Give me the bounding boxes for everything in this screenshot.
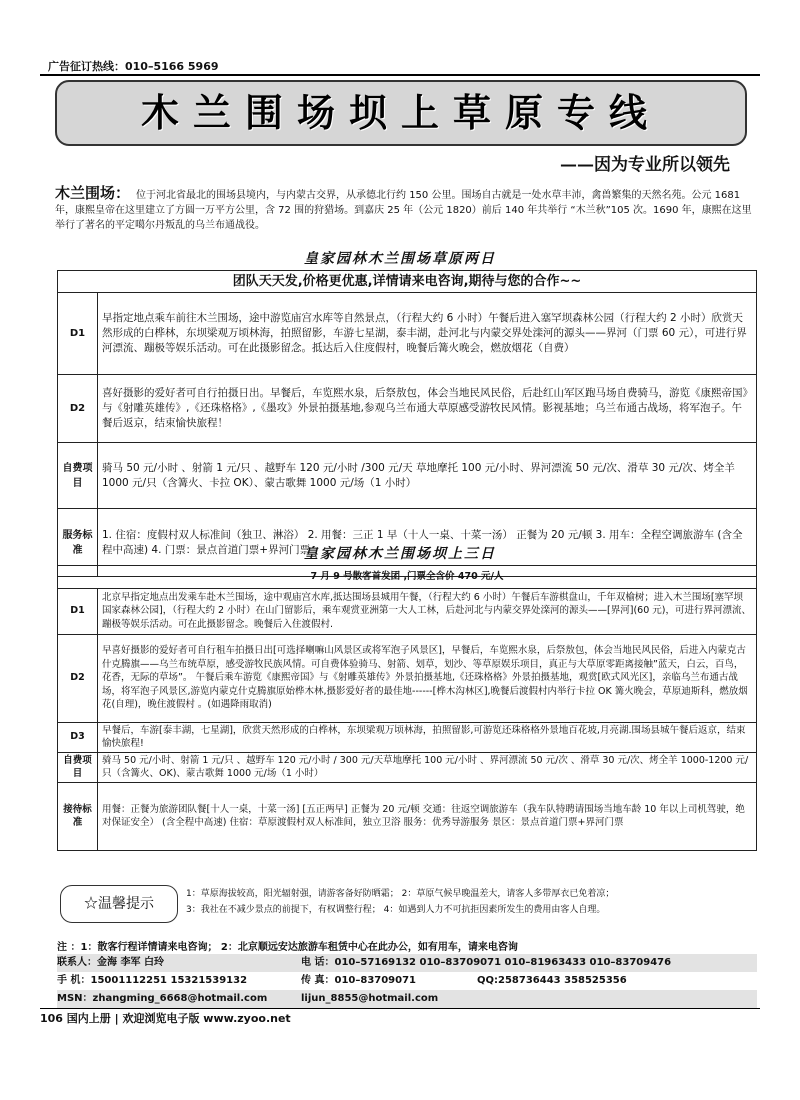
row-text: 北京早指定地点出发乘车赴木兰围场，途中观庙宫水库,抵达围场县城用午餐，（行程大约 6 小时）午餐后车游棋盘山，千年双榆树；进入木兰围场[塞罕坝国家森林公园]，（行程大约 2 小时）在山门留影后，乘车观赏亚洲第一大人工林，后赴河北与内蒙交界处滦河的源头——[界河](60 元)，可进行界河漂流、蹦极等娱乐活动。可在此摄影留念。晚餐后入住渡假村. [98, 588, 757, 634]
contact-phone: 电 话：010–57169132 010–83709071 010–81963433 010–83709476 [301, 957, 672, 968]
row-label: D1 [58, 293, 98, 375]
row-label: 接待标准 [58, 782, 98, 850]
row-label: 自费项目 [58, 443, 98, 509]
contact-row-3 [57, 990, 757, 1008]
tour2-table [57, 565, 757, 851]
row-label: D1 [58, 588, 98, 634]
table-row [58, 782, 757, 850]
intro-paragraph [55, 186, 755, 233]
tour1-table [57, 270, 757, 577]
tip-line: 1：草原海拔较高，阳光辐射强，请游客备好防晒霜； 2：草原气候早晚温差大，请客人多带厚衣已免着凉； [186, 889, 615, 899]
tip-line: 3：我社在不减少景点的前提下，有权调整行程； 4：如遇到人力不可抗拒因素所发生的费用由客人自理。 [186, 905, 606, 915]
table-row [58, 443, 757, 509]
row-label: 服务标准 [58, 509, 98, 577]
section-title-tour2: 皇家园林木兰围场坝上三日 [304, 546, 496, 562]
row-text: 骑马 50 元/小时 、射箭 1 元/只 、越野车 120 元/小时 /300 元/天 草地摩托 100 元/小时、界河漂流 50 元/次、滑草 30 元/次、烤全羊 1000 元/只（含篝火、卡拉 OK）、蒙古歌舞 1000 元/场（1 小时） [98, 443, 757, 509]
contact-email: lijun_8855@hotmail.com [301, 993, 439, 1004]
contact-people: 联系人：金海 李军 白玲 [57, 957, 164, 968]
hotline-text: 广告征订热线：010–5166 5969 [48, 60, 219, 73]
note-text: 注 ：1：散客行程详情请来电咨询； 2：北京顺远安达旅游车租赁中心在此办公，如有用车，请来电咨询 [57, 942, 518, 953]
contact-row-1 [57, 954, 757, 972]
table-row [58, 588, 757, 634]
row-label: D2 [58, 375, 98, 443]
tips-list [186, 886, 756, 918]
tips-badge: ☆温馨提示 [60, 885, 178, 923]
row-label: D3 [58, 722, 98, 752]
table-row [58, 293, 757, 375]
contact-row-2 [57, 972, 757, 990]
table-row [58, 722, 757, 752]
contact-mobile: 手 机：15001112251 15321539132 [57, 975, 248, 986]
table-row [58, 634, 757, 722]
row-label: 自费项目 [58, 752, 98, 782]
row-text: 早指定地点乘车前往木兰围场，途中游览庙宫水库等自然景点，（行程大约 6 小时）午餐后进入塞罕坝森林公园（行程大约 2 小时）欣赏天然形成的白桦林，东坝梁观万顷林海，拍照留影，车游七星湖，泰丰湖，赴河北与内蒙交界处滦河的源头——界河（门票 60 元），可进行界河漂流、蹦极等娱乐活动。可在此摄影留念。抵达后入住度假村，晚餐后篝火晚会，燃放烟花（自费） [98, 293, 757, 375]
section-title-tour1: 皇家园林木兰围场草原两日 [304, 251, 496, 267]
top-rule [40, 74, 760, 76]
bottom-rule [40, 1008, 760, 1009]
contact-msn: MSN：zhangming_6668@hotmail.com [57, 993, 268, 1004]
tour1-header: 团队天天发,价格更优惠,详情请来电咨询,期待与您的合作~~ [58, 271, 757, 293]
intro-text: 位于河北省最北的围场县境内，与内蒙古交界，从承德北行约 150 公里。围场自古就是一处水草丰沛，禽兽繁集的天然名苑。公元 1681 年，康熙皇帝在这里建立了方圆一万平方公里，含 72 围的狩猎场。到嘉庆 25 年（公元 1820）前后 140 年共举行 “木兰秋”105 次。1690 年，康熙在这里举行了著名的平定噶尔丹叛乱的乌兰布通战役。 [55, 190, 752, 231]
row-label: D2 [58, 634, 98, 722]
row-text: 骑马 50 元/小时、射箭 1 元/只 、越野车 120 元/小时 / 300 元/天草地摩托 100 元/小时 、界河漂流 50 元/次 、滑草 30 元/次、烤全羊 1000-1200 元/只（含篝火、OK)、蒙古歌舞 1000 元/场（1 小时） [98, 752, 757, 782]
row-text: 1. 住宿：度假村双人标准间（独卫、淋浴） 2. 用餐：三正 1 早（十人一桌、十菜一汤） 正餐为 20 元/顿 3. 用车：全程空调旅游车 (含全程中高速) 4. 门票：景点首道门票+界河门票 [98, 509, 757, 577]
row-text: 喜好摄影的爱好者可自行拍摄日出。早餐后，车览熙水泉，后祭敖包，体会当地民风民俗，后赴红山军区跑马场自费骑马，游览《康熙帝国》与《射雕英雄传》,《还珠格格》,《墨攻》外景拍摄基地,参观乌兰布通大草原感受游牧民风情。影视基地；乌兰布通古战场，将军泡子。午餐后返京，结束愉快旅程！ [98, 375, 757, 443]
contact-fax: 传 真：010–83709071 [301, 975, 417, 986]
intro-lead: 木兰围场： [55, 184, 131, 202]
page-footer: 106 国内上册 | 欢迎浏览电子版 www.zyoo.net [40, 1012, 291, 1025]
row-text: 早喜好摄影的爱好者可自行租车拍摄日出[可选择喇嘛山风景区或将军泡子风景区]，早餐后，车览熙水泉，后祭敖包，体会当地民风民俗，后进入内蒙克古什克腾旗——乌兰布统草原，感受游牧民族风情。可自费体验骑马、射箭、划草，划沙、等草原娱乐项目，真正与大草原零距离接触”蓝天，白云，百鸟，花香，无际的草场”。 午餐后乘车游览《康熙帝国》与《射雕英雄传》外景拍摄基地,《还珠格格》外景拍摄基地，观赏[欧式风光区]，亲临乌兰布通古战场，将军泡子风景区,游览内蒙克什克腾旗原始桦木林,摄影爱好者的最佳地------[桦木沟林区],晚餐后渡假村内举行卡拉 OK 篝火晚会，草原迪斯科，燃放烟花(自理)，晚住渡假村 。(如遇降雨取消) [98, 634, 757, 722]
tour2-header: 7 月 9 号散客首发团 ,门票全含价 470 元/人 [58, 566, 757, 589]
table-row [58, 375, 757, 443]
slogan: ——因为专业所以领先 [560, 155, 730, 175]
row-text: 用餐：正餐为旅游团队餐[十人一桌，十菜一汤] [五正两早] 正餐为 20 元/顿 交通：往返空调旅游车（我车队特聘请围场当地车龄 10 年以上司机驾驶，绝对保证安全） (含全程中高速) 住宿：草原渡假村双人标准间，独立卫浴 服务：优秀导游服务 景区：景点首道门票+界河门票 [98, 782, 757, 850]
page-title: 木兰围场坝上草原专线 [140, 90, 661, 135]
row-text: 早餐后，车游[泰丰湖，七星湖]，欣赏天然形成的白桦林，东坝梁观万顷林海，拍照留影,可游览还珠格格外景地百花坡,月亮湖.围场县城午餐后返京，结束愉快旅程! [98, 722, 757, 752]
title-banner [55, 80, 747, 146]
contact-qq: QQ:258736443 358525356 [477, 975, 627, 986]
table-row [58, 752, 757, 782]
